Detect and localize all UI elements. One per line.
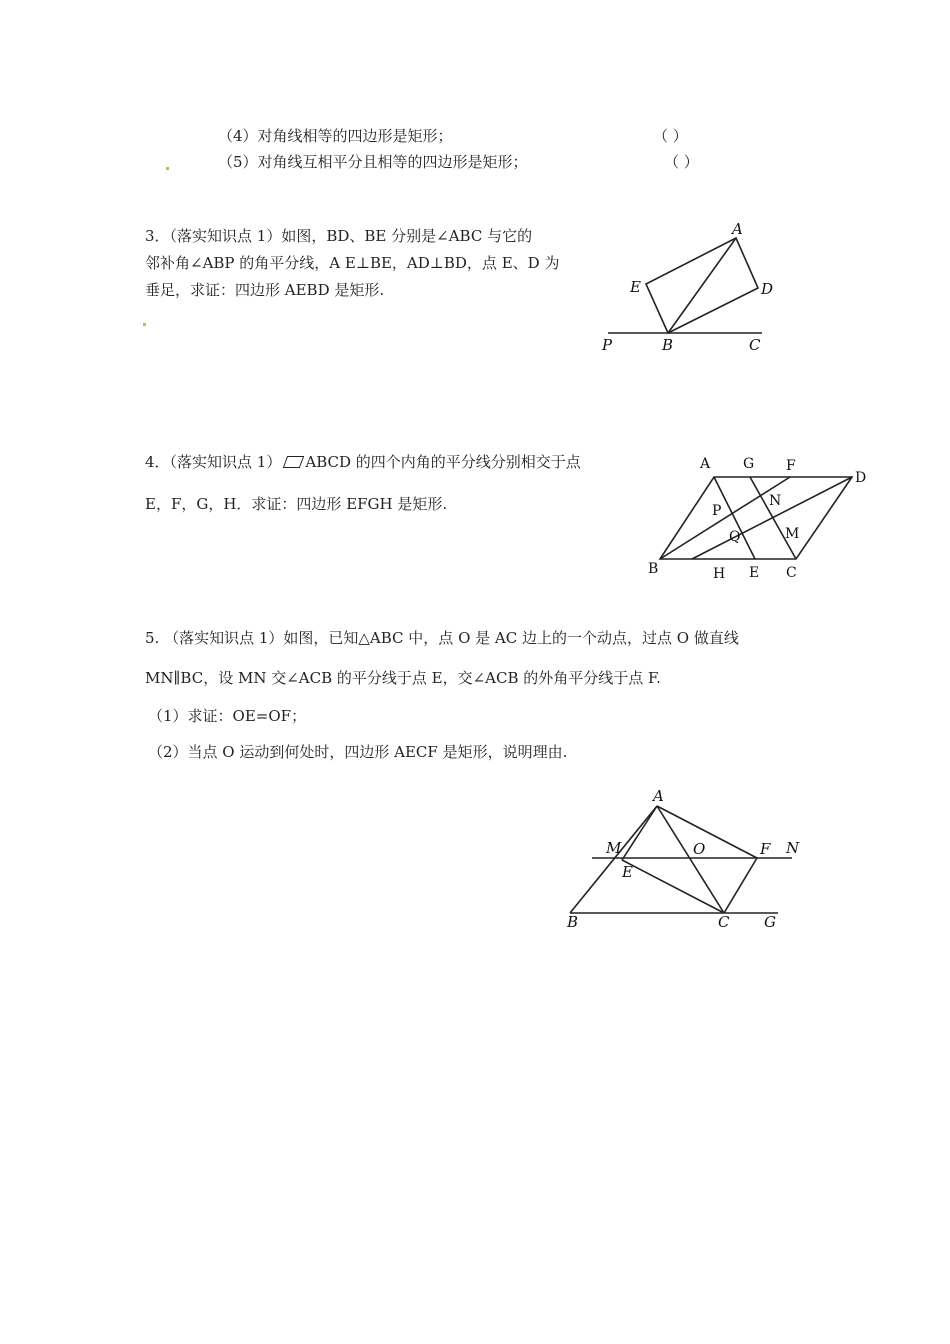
speck-mark bbox=[166, 167, 169, 170]
q5-sub-2: （2）当点 O 运动到何处时，四边形 AECF 是矩形，说明理由. bbox=[148, 743, 568, 761]
label-G: G bbox=[743, 456, 755, 472]
diagonal-ab bbox=[668, 238, 736, 333]
bisector-c bbox=[750, 477, 796, 559]
parallelogram-icon bbox=[283, 456, 304, 468]
label-A: A bbox=[653, 787, 664, 805]
item-4-text: （4）对角线相等的四边形是矩形； bbox=[218, 127, 453, 145]
label-C: C bbox=[749, 336, 761, 354]
label-F: F bbox=[760, 840, 771, 858]
q4-line-1 bbox=[145, 452, 581, 472]
label-B: B bbox=[648, 561, 659, 577]
q5-sub-1: （1）求证：OE=OF； bbox=[148, 707, 307, 725]
q5-line-1: 5. （落实知识点 1）如图，已知△ABC 中，点 O 是 AC 边上的一个动点，过点 O 做直线 bbox=[145, 629, 739, 647]
label-E: E bbox=[749, 565, 760, 581]
label-A: A bbox=[700, 456, 711, 472]
label-O: O bbox=[693, 840, 706, 858]
label-E: E bbox=[622, 863, 633, 881]
q3-figure bbox=[590, 218, 790, 360]
item-5-text: （5）对角线互相平分且相等的四边形是矩形； bbox=[218, 153, 528, 171]
label-D: D bbox=[855, 470, 867, 486]
q3-line-3: 垂足，求证：四边形 AEBD 是矩形. bbox=[145, 281, 385, 299]
label-P: P bbox=[602, 336, 613, 354]
segment-ec bbox=[622, 860, 724, 913]
label-C: C bbox=[786, 565, 797, 581]
q4-suffix: ABCD 的四个内角的平分线分别相交于点 bbox=[305, 453, 581, 471]
side-ab bbox=[570, 806, 657, 913]
label-H: H bbox=[713, 566, 726, 582]
label-D: D bbox=[761, 280, 774, 298]
q5-line-2: MN∥BC，设 MN 交∠ACB 的平分线于点 E，交∠ACB 的外角平分线于点 F. bbox=[145, 669, 661, 687]
segment-af bbox=[657, 806, 757, 858]
label-E: E bbox=[630, 278, 641, 296]
label-G: G bbox=[764, 913, 776, 931]
speck-mark bbox=[143, 323, 146, 326]
label-A: A bbox=[732, 220, 743, 238]
label-N: N bbox=[786, 839, 800, 857]
segment-ae bbox=[622, 806, 657, 860]
q4-figure bbox=[640, 450, 880, 588]
label-B: B bbox=[662, 336, 674, 354]
q5-figure bbox=[560, 785, 810, 935]
label-Q: Q bbox=[729, 529, 741, 545]
label-C: C bbox=[718, 913, 730, 931]
side-ac bbox=[657, 806, 724, 913]
q3-line-2: 邻补角∠ABP 的角平分线，A E⊥BE，AD⊥BD，点 E、D 为 bbox=[145, 254, 560, 272]
q4-prefix: 4．（落实知识点 1） bbox=[145, 453, 282, 471]
label-B: B bbox=[567, 913, 579, 931]
label-M: M bbox=[606, 839, 622, 857]
label-M: M bbox=[785, 526, 800, 542]
item-4-answer-paren[interactable]: （ ） bbox=[653, 127, 688, 145]
q3-line-1: 3．（落实知识点 1）如图，BD、BE 分别是∠ABC 与它的 bbox=[145, 227, 533, 245]
segment-fc bbox=[724, 858, 757, 913]
item-5-answer-paren[interactable]: （ ） bbox=[664, 153, 699, 171]
q4-line-2: E，F，G，H．求证：四边形 EFGH 是矩形. bbox=[145, 495, 448, 513]
label-P: P bbox=[712, 503, 722, 519]
label-N: N bbox=[769, 493, 782, 509]
label-F: F bbox=[786, 458, 796, 474]
